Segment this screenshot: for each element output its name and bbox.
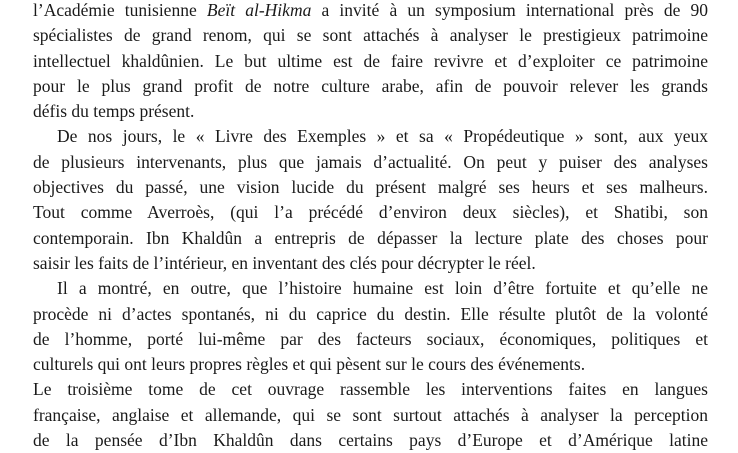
paragraph-1 — [33, 0, 708, 124]
text-line: spécialistes de grand renom, qui se sont attachés à analyser le prestigieux patrimoine — [33, 25, 708, 46]
text-line: de plusieurs intervenants, plus que jamais d’actualité. On peut y puiser des analyses — [33, 151, 708, 172]
paragraph-4 — [33, 377, 708, 453]
text-line: Il a montré, en outre, que l’histoire humaine est loin d’être fortuite et qu’elle ne — [57, 278, 708, 299]
text-line: pour le plus grand profit de notre culture arabe, afin de pouvoir relever les grands — [33, 75, 708, 96]
text-line: de l’homme, porté lui-même par des facteurs sociaux, économiques, politiques et — [33, 328, 708, 349]
text-line: française, anglaise et allemande, qui se sont surtout attachés à analyser la perception — [33, 404, 708, 425]
paragraph-3 — [33, 276, 708, 377]
document-page — [33, 0, 708, 453]
text-line: saisir les faits de l’intérieur, en inventant des clés pour décrypter le réel. — [33, 252, 536, 273]
text-line: De nos jours, le « Livre des Exemples » et sa « Propédeutique » sont, aux yeux — [57, 126, 708, 147]
text-line: objectives du passé, une vision lucide du présent malgré ses heurs et ses malheurs. — [33, 177, 708, 198]
text-line: procède ni d’actes spontanés, ni du caprice du destin. Elle résulte plutôt de la volonté — [33, 303, 708, 324]
institution-name: Beït al-Hikma — [206, 0, 312, 20]
text-line: de la pensée d’Ibn Khaldûn dans certains pays d’Europe et d’Amérique latine — [33, 430, 708, 451]
paragraph-2 — [33, 124, 708, 276]
text-line: contemporain. Ibn Khaldûn a entrepris de dépasser la lecture plate des choses pour — [33, 227, 708, 248]
text-line: culturels qui ont leurs propres règles et qui pèsent sur le cours des événements. — [33, 354, 586, 375]
text-line: l’Académie tunisienne Beït al-Hikma a invité à un symposium international près de 90 — [33, 0, 709, 20]
text-line: intellectuel khaldûnien. Le but ultime est de faire revivre et d’exploiter ce patrimoine — [33, 50, 708, 71]
text-line: Tout comme Averroès, (qui l’a précédé d’environ deux siècles), et Shatibi, son — [33, 202, 708, 223]
text-line: défis du temps présent. — [33, 101, 195, 122]
text-line: Le troisième tome de cet ouvrage rassemble les interventions faites en langues — [33, 379, 708, 400]
